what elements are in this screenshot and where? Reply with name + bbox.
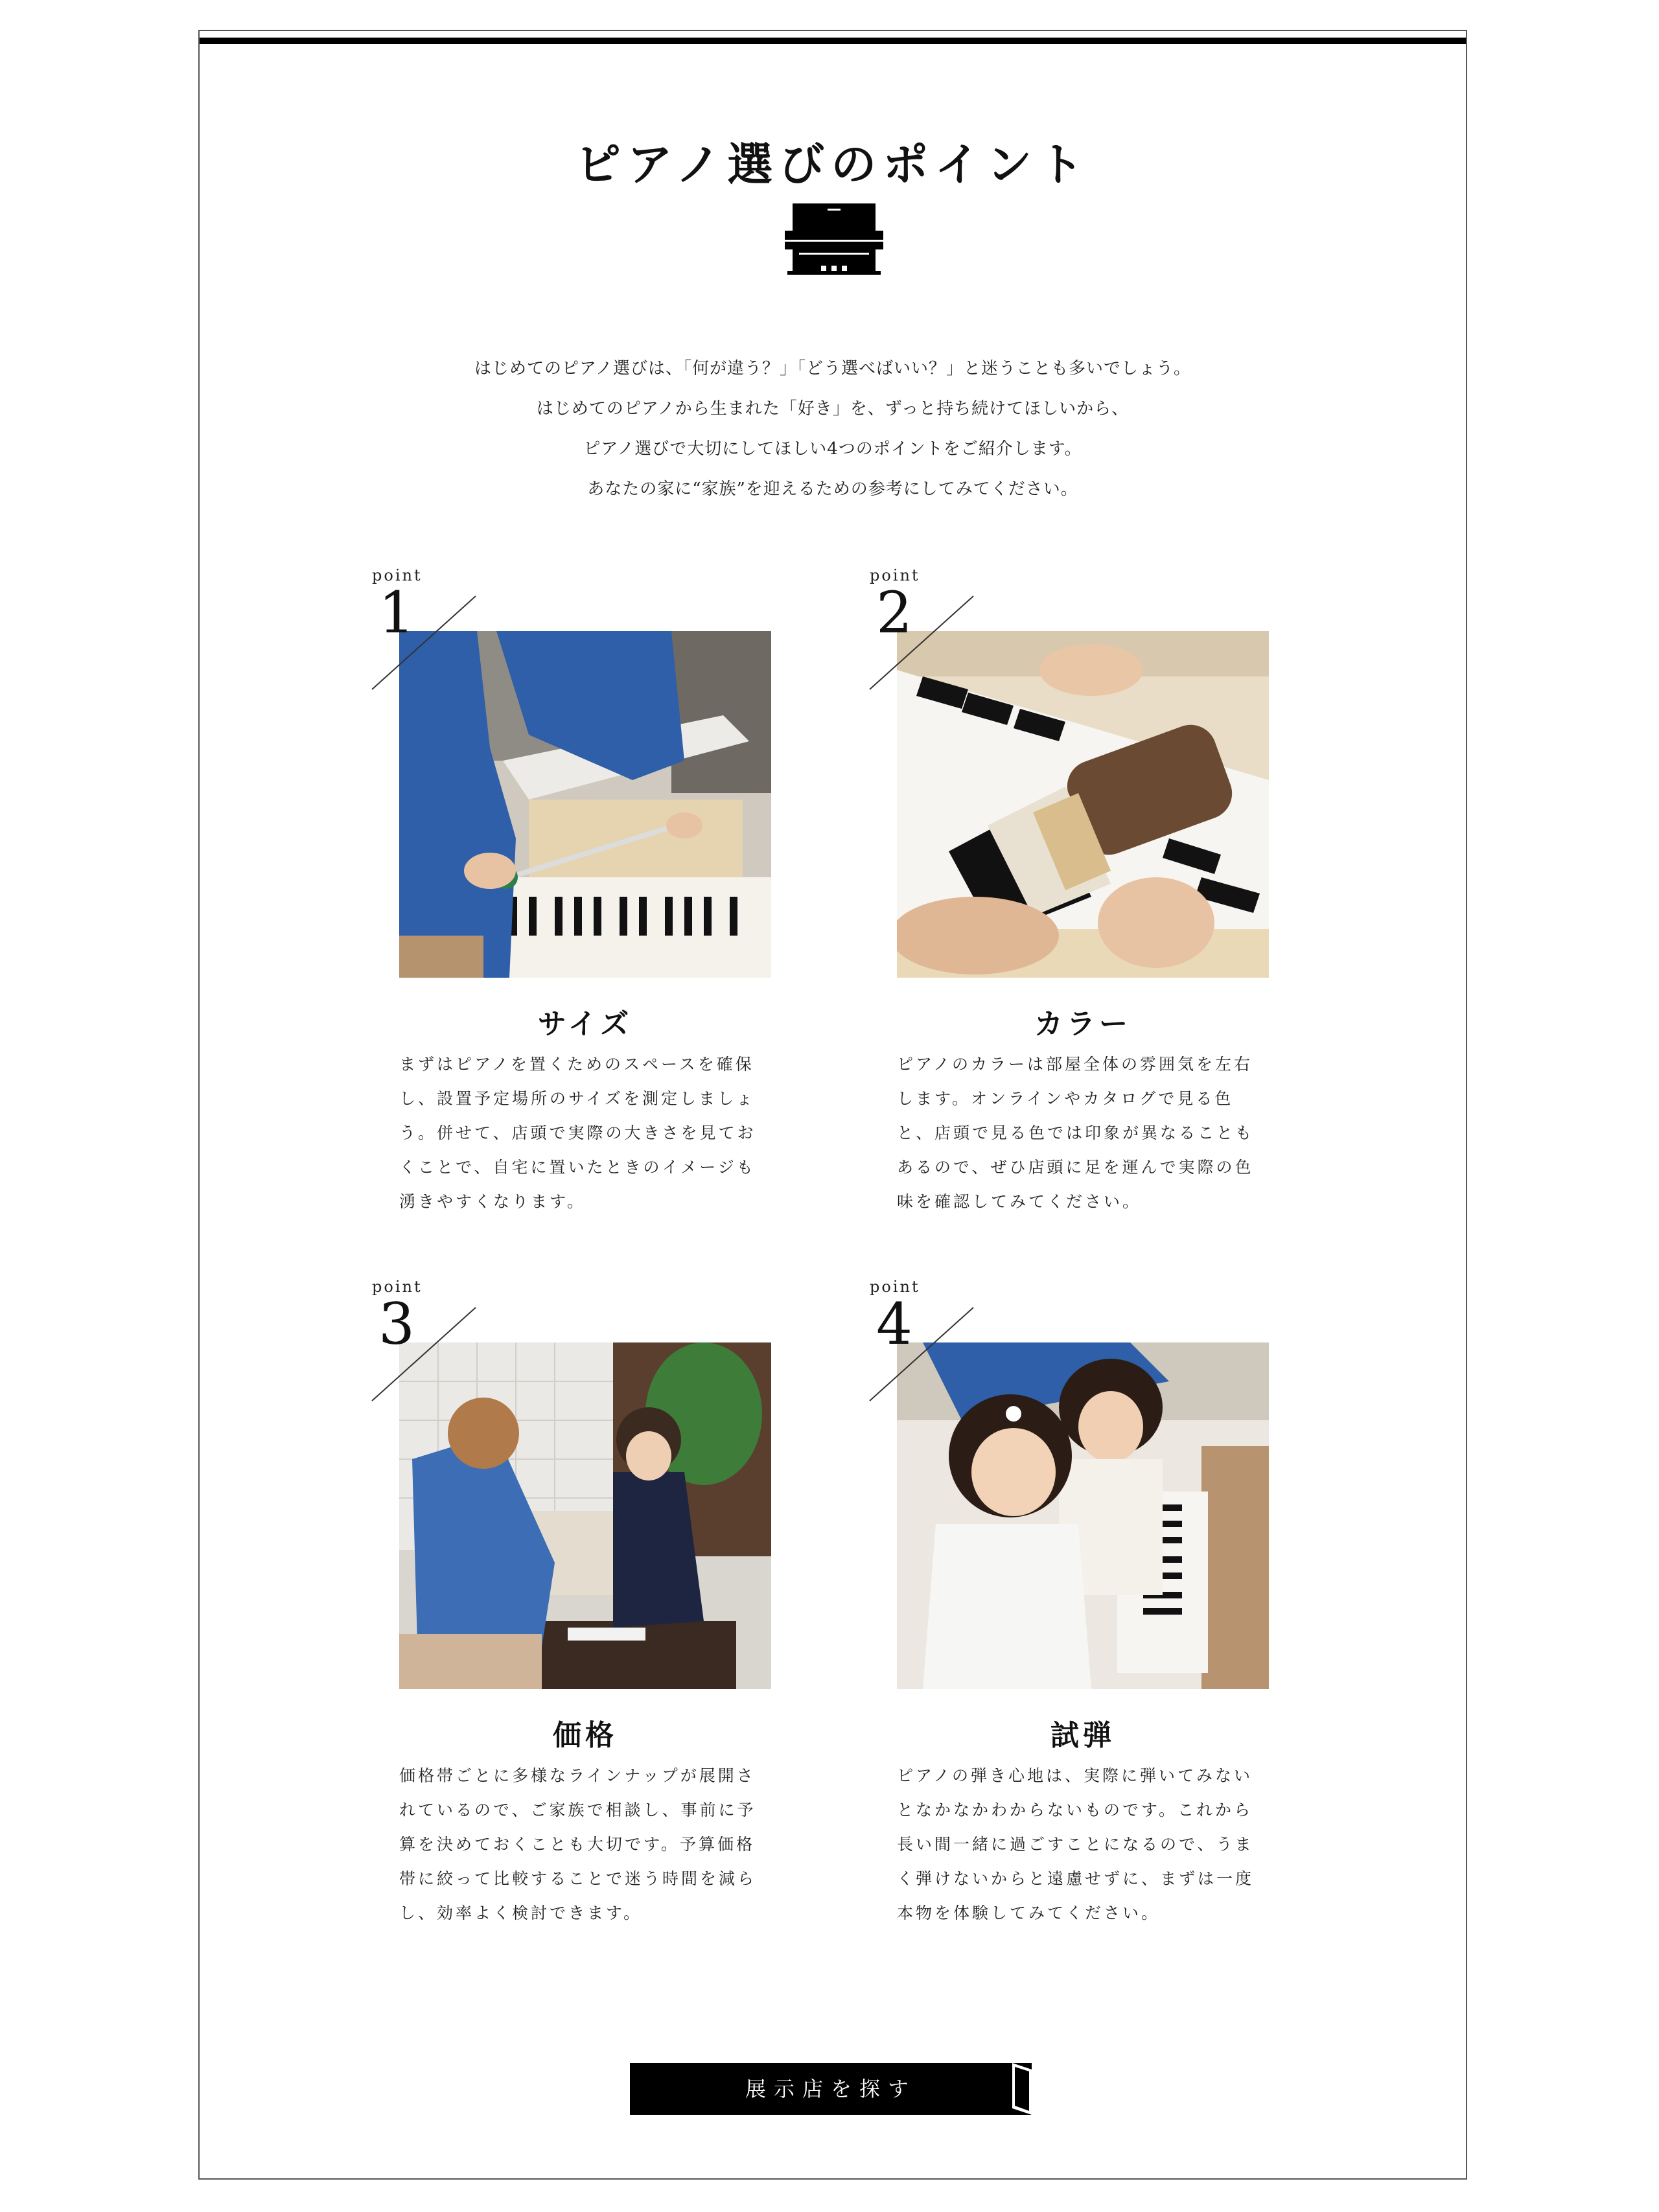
top-rule <box>200 38 1466 44</box>
point-heading: 価格 <box>553 1719 618 1752</box>
page-title: ピアノ選びのポイント <box>575 137 1091 191</box>
intro-text <box>200 349 1466 509</box>
intro-line: はじめてのピアノから生まれた「好き」を、ずっと持ち続けてほしいから、 <box>536 399 1130 419</box>
diagonal-slash-icon <box>372 1308 476 1401</box>
find-showroom-button[interactable] <box>630 2063 1032 2115</box>
button-bevel-icon <box>1012 2063 1032 2115</box>
point-number: 4 <box>876 1291 912 1357</box>
intro-line: はじめてのピアノ選びは、「何が違う？」「どう選べばいい？」と迷うことも多いでしょう。 <box>474 359 1191 378</box>
point-label: point <box>372 1278 423 1296</box>
point-body: ピアノのカラーは部屋全体の雰囲気を左右します。オンラインやカタログで見る色と、店頭で見る色では印象が異なることもあるので、ぜひ店頭に足を運んで実際の色味を確認してみてください。 <box>897 1055 1255 1211</box>
point-number: 3 <box>378 1291 415 1357</box>
point-number: 1 <box>378 579 415 646</box>
point-number: 2 <box>876 579 912 646</box>
diagonal-slash-icon <box>870 1308 973 1401</box>
point-heading: サイズ <box>537 1008 633 1041</box>
diagonal-slash-icon <box>870 596 973 689</box>
diagonal-slash-icon <box>372 596 476 689</box>
intro-line: ピアノ選びで大切にしてほしい4つのポイントをご紹介します。 <box>583 439 1082 459</box>
point-heading: 試弾 <box>1050 1719 1115 1752</box>
point-body: ピアノの弾き心地は、実際に弾いてみないとなかなかわからないものです。これから長い間一緒に過ごすことになるので、うまく弾けないからと遠慮せずに、まずは一度本物を体験してみてください。 <box>897 1766 1255 1922</box>
intro-line: あなたの家に“家族”を迎えるための参考にしてみてください。 <box>587 479 1078 499</box>
point-body: 価格帯ごとに多様なラインナップが展開されているので、ご家族で相談し、事前に予算を決めておくことも大切です。予算価格帯に絞って比較することで迷う時間を減らし、効率よく検討できます。 <box>399 1766 757 1922</box>
upright-piano-icon <box>783 203 885 276</box>
find-showroom-label: 展示店を探す <box>745 2077 916 2101</box>
point-heading: カラー <box>1034 1008 1131 1041</box>
point-label: point <box>870 1278 920 1296</box>
point-label: point <box>372 566 423 584</box>
point-label: point <box>870 566 920 584</box>
point-body: まずはピアノを置くためのスペースを確保し、設置予定場所のサイズを測定しましょう。併せて、店頭で実際の大きさを見ておくことで、自宅に置いたときのイメージも湧きやすくなります。 <box>399 1055 756 1211</box>
content-frame <box>198 30 1467 2180</box>
